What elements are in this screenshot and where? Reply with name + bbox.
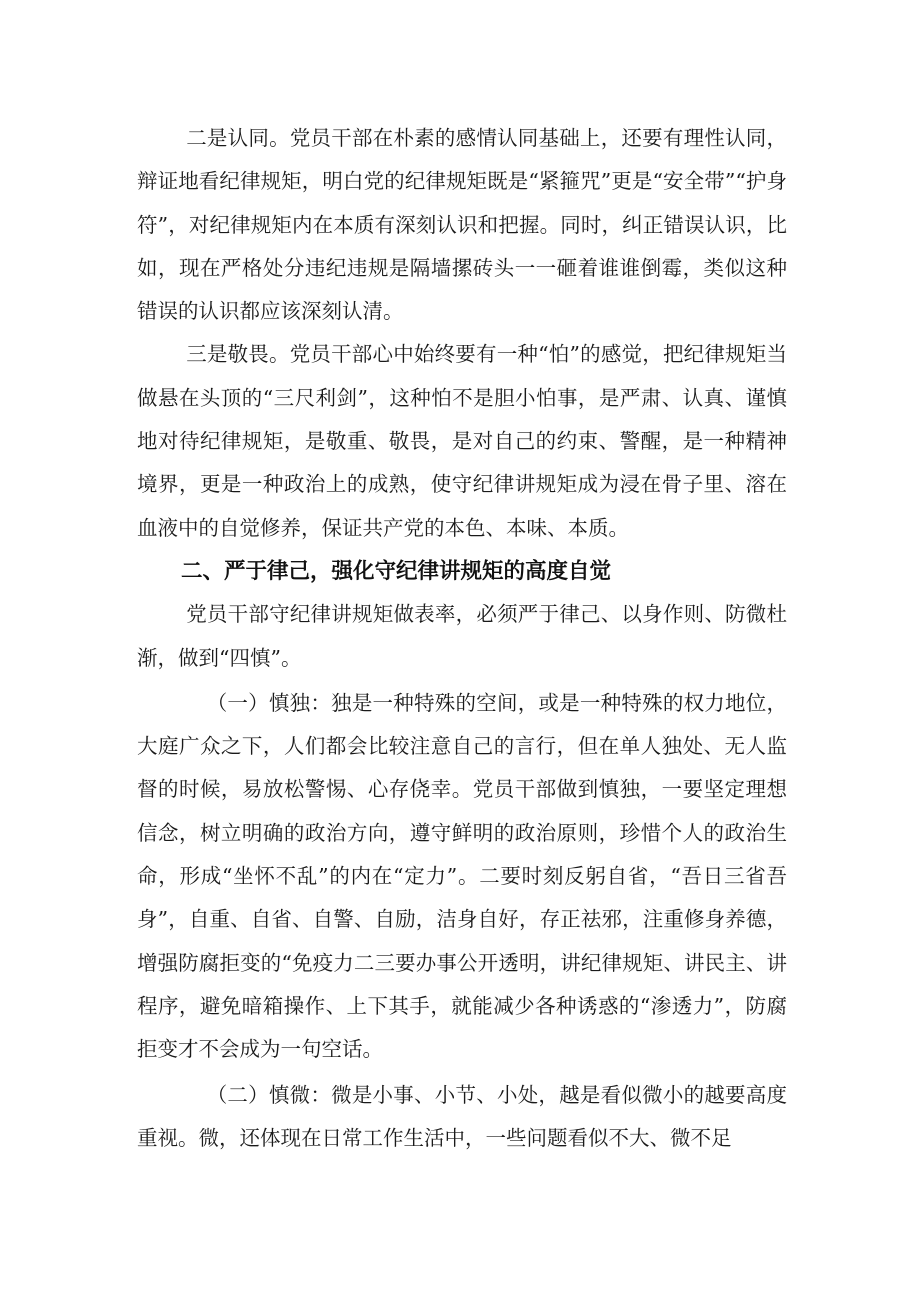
document-body: [137, 117, 787, 1160]
paragraph-shendu: （一）慎独：独是一种特殊的空间，或是一种特殊的权力地位，大庭广众之下，人们都会比较注意自己的言行，但在单人独处、无人监督的时候，易放松警惕、心存侥幸。党员干部做到慎独，一要坚定理想信念，树立明确的政治方向，遵守鲜明的政治原则，珍惜个人的政治生命，形成“坐怀不乱”的内在“定力”。二要时刻反躬自省，“吾日三省吾身”，自重、自省、自警、自励，洁身自好，存正祛邪，注重修身养德，增强防腐拒变的“免疫力二三要办事公开透明，讲纪律规矩、讲民主、讲程序，避免暗箱操作、上下其手，就能减少各种诱惑的“渗透力”，防腐拒变才不会成为一句空话。: [137, 690, 787, 1062]
paragraph-awe: 三是敬畏。党员干部心中始终要有一种“怕”的感觉，把纪律规矩当做悬在头顶的“三尺利剑”，这种怕不是胆小怕事，是严肃、认真、谨慎地对待纪律规矩，是敬重、敬畏，是对自己的约束、警醒，是一种精神境界，更是一种政治上的成熟，使守纪律讲规矩成为浸在骨子里、溶在血液中的自觉修养，保证共产党的本色、本味、本质。: [137, 342, 787, 540]
paragraph-intro: 党员干部守纪律讲规矩做表率，必须严于律己、以身作则、防微杜渐，做到“四慎”。: [137, 602, 787, 670]
section-heading: 二、严于律己，强化守纪律讲规矩的高度自觉: [181, 558, 612, 584]
paragraph-recognition: 二是认同。党员干部在朴素的感情认同基础上，还要有理性认同，辩证地看纪律规矩，明白党的纪律规矩既是“紧箍咒”更是“安全带”“护身符”，对纪律规矩内在本质有深刻认识和把握。同时，纠正错误认识，比如，现在严格处分违纪违规是隔墙摞砖头一一砸着谁谁倒霉，类似这种错误的认识都应该深刻认清。: [137, 126, 787, 324]
paragraph-shenwei: （二）慎微：微是小事、小节、小处，越是看似微小的越要高度重视。微，还体现在日常工作生活中，一些问题看似不大、微不足: [137, 1082, 787, 1150]
